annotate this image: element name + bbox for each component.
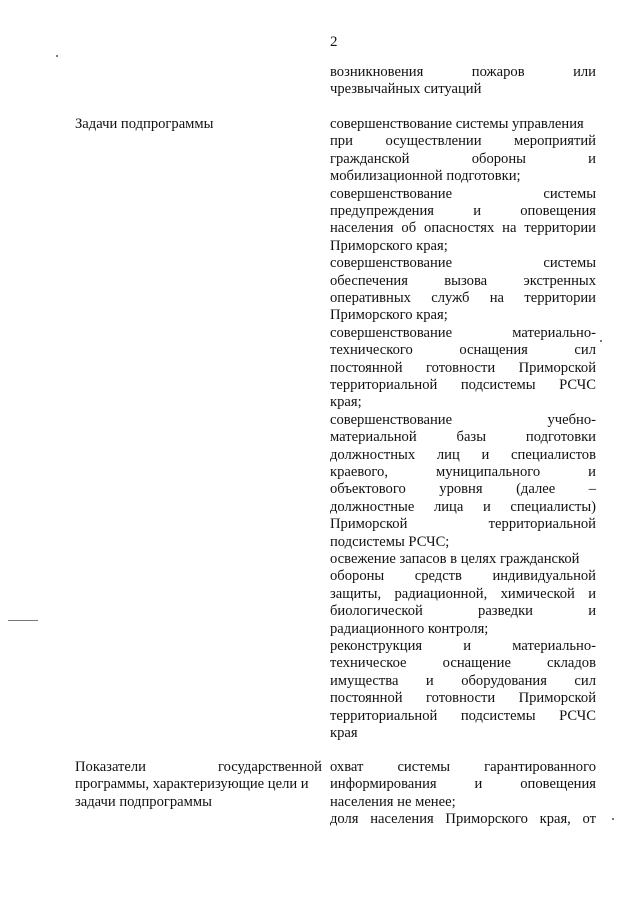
text-line: Приморской территориальной (330, 516, 596, 533)
text-line: материальной базы подготовки (330, 429, 596, 446)
text-line: постоянной готовности Приморской (330, 359, 596, 376)
tasks-label: Задачи подпрограммы (75, 116, 214, 132)
text-line: оперативных служб на территории (330, 290, 596, 306)
text-line: подсистемы РСЧС; (330, 533, 450, 550)
text-line: постоянной готовности Приморской (330, 690, 596, 707)
text-line: обеспечения вызова экстренных (330, 272, 596, 289)
text-line: территориальной подсистемы РСЧС (330, 707, 596, 724)
text-line: радиационного контроля; (330, 620, 489, 637)
text-line: совершенствование системы (330, 185, 596, 202)
text-line: населения об опасностях на территории (330, 220, 596, 237)
scan-speck (600, 340, 602, 342)
text-line: чрезвычайных ситуаций (330, 81, 482, 97)
text-line: населения не менее; (330, 793, 456, 810)
indicators-label-line: Показатели государственной (75, 759, 322, 775)
text-line: биологической разведки и (330, 603, 596, 620)
text-line: техническое оснащение складов (330, 655, 596, 672)
text-line: реконструкция и материально- (330, 638, 596, 654)
text-line: имущества и оборудования сил (330, 672, 596, 689)
text-line: охват системы гарантированного (330, 759, 596, 775)
text-line: должностные лица и специалисты) (330, 498, 596, 515)
text-line: Приморского края; (330, 307, 448, 324)
text-line: доля населения Приморского края, от (330, 811, 596, 828)
text-line: объектового уровня (далее – (330, 481, 596, 498)
text-line: технического оснащения сил (330, 342, 596, 359)
page-number: 2 (330, 34, 338, 50)
scan-speck (612, 818, 614, 820)
scan-mark (8, 620, 38, 621)
text-line: совершенствование материально- (330, 324, 596, 341)
indicators-label-line: задачи подпрограммы (75, 793, 212, 810)
text-line: края; (330, 394, 362, 411)
text-line: предупреждения и оповещения (330, 203, 596, 219)
text-line: совершенствование учебно- (330, 411, 596, 428)
text-line: должностных лиц и специалистов (330, 446, 596, 463)
text-line: гражданской обороны и (330, 150, 596, 167)
text-line: территориальной подсистемы РСЧС (330, 377, 596, 393)
indicators-label-line: программы, характеризующие цели и (75, 776, 309, 793)
text-line: мобилизационной подготовки; (330, 168, 521, 185)
text-line: обороны средств индивидуальной (330, 568, 596, 585)
text-line: совершенствование системы управления (330, 116, 584, 132)
text-line: защиты, радиационной, химической и (330, 585, 596, 602)
text-line: Приморского края; (330, 237, 448, 254)
text-line: краевого, муниципального и (330, 464, 596, 480)
text-line: освежение запасов в целях гражданской (330, 551, 580, 567)
text-line: края (330, 725, 358, 741)
text-line: совершенствование системы (330, 255, 596, 272)
text-line: информирования и оповещения (330, 776, 596, 793)
text-line: возникновения пожаров или (330, 64, 596, 80)
scan-speck (56, 55, 58, 57)
text-line: при осуществлении мероприятий (330, 133, 596, 150)
